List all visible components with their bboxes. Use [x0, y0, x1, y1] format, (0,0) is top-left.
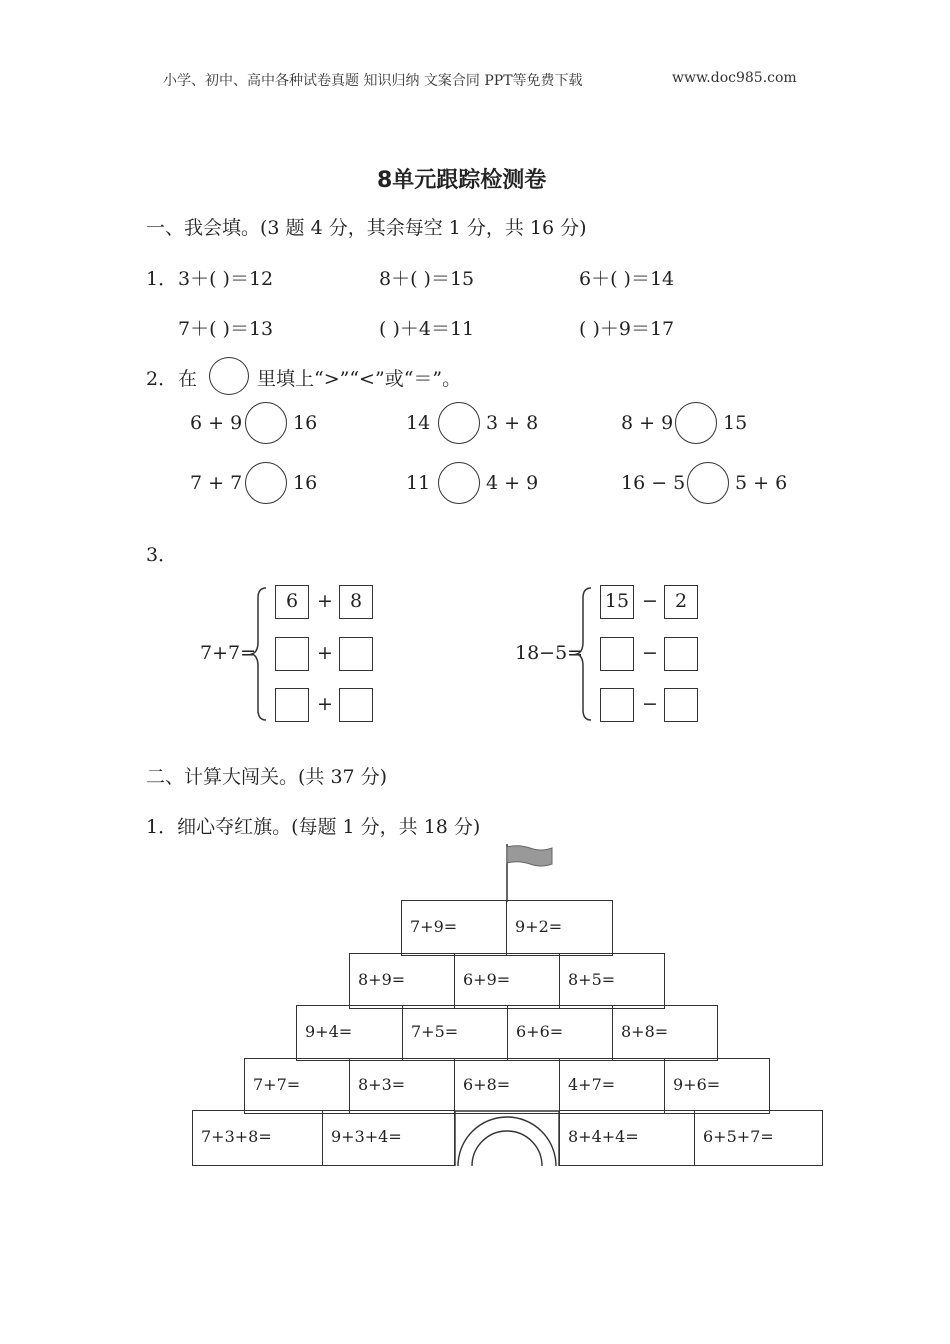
q1-item: 3＋( )＝12: [178, 268, 274, 290]
part2-q1-heading: 1．细心夺红旗。(每题 1 分，共 18 分): [146, 816, 481, 838]
circle-icon: [209, 357, 249, 395]
pyramid-cell[interactable]: 7+9=: [401, 900, 507, 956]
compare-left: 8 + 9: [621, 412, 674, 434]
pyramid-cell[interactable]: 9+6=: [664, 1058, 770, 1114]
q1-item: ( )＋9＝17: [579, 318, 675, 340]
compare-right: 16: [293, 412, 318, 434]
pyramid-cell[interactable]: 6+6=: [507, 1005, 613, 1061]
pyramid-cell[interactable]: 8+5=: [559, 953, 665, 1009]
compare-answer-circle[interactable]: [245, 402, 287, 444]
answer-box: 6: [275, 585, 309, 619]
page-title: 8单元跟踪检测卷: [377, 168, 547, 193]
answer-box: 8: [339, 585, 373, 619]
compare-left: 16 − 5: [621, 472, 686, 494]
compare-right: 16: [293, 472, 318, 494]
pyramid-cell[interactable]: 9+2=: [506, 900, 613, 956]
compare-answer-circle[interactable]: [438, 462, 480, 504]
compare-right: 5 + 6: [735, 472, 788, 494]
pyramid-cell[interactable]: 9+3+4=: [322, 1110, 455, 1166]
compare-answer-circle[interactable]: [438, 402, 480, 444]
minus-sign: −: [642, 693, 658, 715]
answer-box[interactable]: [664, 637, 698, 671]
arch-icon: [454, 1110, 560, 1166]
plus-sign: +: [317, 693, 333, 715]
pyramid-cell[interactable]: 6+9=: [454, 953, 560, 1009]
pyramid-cell[interactable]: 7+7=: [244, 1058, 350, 1114]
pyramid-cell[interactable]: 8+4+4=: [559, 1110, 695, 1166]
answer-box[interactable]: [275, 637, 309, 671]
decompose-label: 7+7=: [200, 642, 257, 664]
pyramid-cell[interactable]: 8+9=: [349, 953, 455, 1009]
answer-box[interactable]: [600, 637, 634, 671]
compare-right: 15: [723, 412, 748, 434]
minus-sign: −: [642, 590, 658, 612]
q1-item: 6＋( )＝14: [579, 268, 675, 290]
pyramid-cell[interactable]: 6+5+7=: [694, 1110, 823, 1166]
header-text: 小学、初中、高中各种试卷真题 知识归纳 文案合同 PPT等免费下载: [163, 73, 583, 89]
pyramid-cell[interactable]: 7+5=: [402, 1005, 508, 1061]
q2-prompt-post: 里填上“>”“<”或“＝”。: [257, 368, 462, 390]
pyramid-cell[interactable]: 4+7=: [559, 1058, 665, 1114]
answer-box: 2: [664, 585, 698, 619]
plus-sign: +: [317, 590, 333, 612]
decompose-label: 18−5=: [515, 642, 584, 664]
minus-sign: −: [642, 642, 658, 664]
compare-answer-circle[interactable]: [675, 402, 717, 444]
answer-box[interactable]: [600, 688, 634, 722]
compare-answer-circle[interactable]: [687, 462, 729, 504]
compare-right: 3 + 8: [486, 412, 539, 434]
pyramid-cell[interactable]: 7+3+8=: [192, 1110, 323, 1166]
brace-icon: [250, 586, 270, 722]
pyramid-cell[interactable]: 6+8=: [454, 1058, 560, 1114]
plus-sign: +: [317, 642, 333, 664]
part1-heading: 一、我会填。(3 题 4 分，其余每空 1 分，共 16 分): [146, 217, 587, 239]
q1-item: ( )＋4＝11: [379, 318, 475, 340]
pyramid-cell[interactable]: 9+4=: [296, 1005, 403, 1061]
header-url[interactable]: www.doc985.com: [672, 70, 797, 86]
q1-item: 8＋( )＝15: [379, 268, 475, 290]
compare-left: 6 + 9: [190, 412, 243, 434]
q2-prompt-pre: 在: [178, 368, 198, 390]
q2-number: 2．: [146, 368, 178, 390]
q3-number: 3．: [146, 544, 178, 566]
answer-box[interactable]: [339, 637, 373, 671]
answer-box: 15: [600, 585, 634, 619]
compare-answer-circle[interactable]: [245, 462, 287, 504]
compare-left: 11: [406, 472, 431, 494]
compare-left: 14: [406, 412, 431, 434]
flag-icon: [500, 842, 560, 904]
answer-box[interactable]: [339, 688, 373, 722]
answer-box[interactable]: [664, 688, 698, 722]
brace-icon: [575, 586, 595, 722]
compare-left: 7 + 7: [190, 472, 243, 494]
pyramid-cell[interactable]: 8+3=: [349, 1058, 455, 1114]
pyramid-cell[interactable]: 8+8=: [612, 1005, 718, 1061]
q1-item: 7＋( )＝13: [178, 318, 274, 340]
q1-number: 1．: [146, 268, 178, 290]
part2-heading: 二、计算大闯关。(共 37 分): [146, 766, 388, 788]
answer-box[interactable]: [275, 688, 309, 722]
compare-right: 4 + 9: [486, 472, 539, 494]
